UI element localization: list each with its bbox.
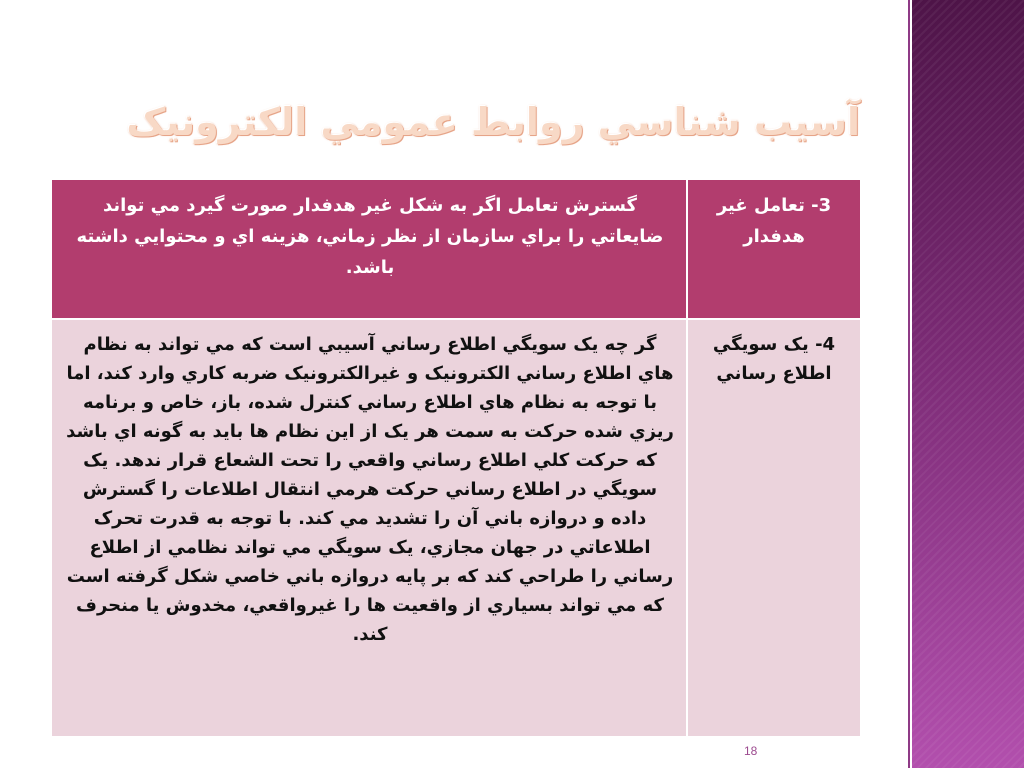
panel-texture <box>912 0 1024 768</box>
slide-title: آسيب شناسي روابط عمومي الکترونيک <box>126 100 860 144</box>
table-row <box>52 320 860 736</box>
row-label: 4- يک سويگي اطلاع رساني <box>712 334 836 384</box>
content-table <box>52 180 860 736</box>
side-decor-panel <box>912 0 1024 768</box>
table-row <box>52 180 860 318</box>
row-label: 3- تعامل غير هدفدار <box>716 195 832 247</box>
row-description: گسترش تعامل اگر به شکل غير هدفدار صورت گيرد مي تواند ضايعاتي را براي سازمان از نظر زماني، هزينه اي و محتوايي داشته باشد. <box>76 195 664 278</box>
row-description: گر چه يک سويگي اطلاع رساني آسيبي است که مي تواند به نظام هاي اطلاع رساني الکترونيک و غيرالکترونيک ضربه کاري وارد کند، اما با توجه به نظام هاي اطلاع رساني کنترل شده، باز، خاص و برنامه ريزي شده حرکت به سمت هر يک از اين نظام ها بايد به گونه اي باشد که حرکت کلي اطلاع رساني واقعي را تحت الشعاع قرار ندهد. يک سويگي در اطلاع رساني حرکت هرمي انتقال اطلاعات را گسترش داده و دروازه باني آن را تشديد مي کند. با توجه به قدرت تحرک اطلاعاتي در جهان مجازي، يک سويگي مي تواند نظامي از اطلاع رساني را طراحي کند که بر پايه دروازه باني خاصي شکل گرفته است که مي تواند بسياري از واقعيت ها را غيرواقعي، مخدوش يا منحرف کند. <box>66 334 674 645</box>
page-number: 18 <box>744 744 758 758</box>
